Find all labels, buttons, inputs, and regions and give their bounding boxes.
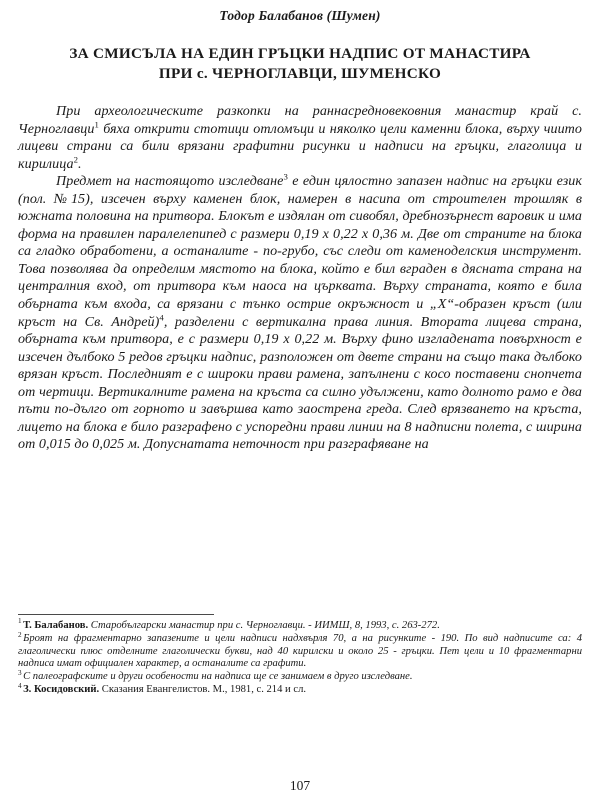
paragraph-2-part-1: Предмет на настоящото изследване — [56, 173, 284, 190]
paragraph-2-part-3: , разделени с вертикална права линия. Втората лицева страна, обърната към притвора, е с размери 0,19 х 0,22 м. Върху фино изгладената повърхност е изсечен дълбоко 5 редов гръцки надпис, разположен от двете страни на също така дълбоко врязан кръст. Последният е с широки прави рамена, запълнени с косо поставени снопчета от чертици. Вертикалните рамена на кръста са силно удължени, като долното рамо е два пъти по-дълго от горното и завършва като заострена греда. След врязването на кръста, лицето на блока е било разграфено с успоредни прави линии на 8 надписни полета, с ширина от 0,015 до 0,025 м. Допуснатата неточност при разграфяване на — [18, 313, 582, 453]
article-title-line-2: ПРИ с. ЧЕРНОГЛАВЦИ, ШУМЕНСКО — [158, 65, 442, 82]
footnote-item — [18, 617, 582, 633]
footnote-marker: 3 — [18, 668, 22, 677]
footnote-text: Старобългарски манастир при с. Черноглавци. - ИИМШ, 8, 1993, с. 263-272. — [88, 620, 440, 631]
paragraph-1 — [18, 103, 582, 173]
paragraph-2 — [18, 173, 582, 454]
footnote-marker: 2 — [18, 630, 22, 639]
article-title — [30, 44, 570, 84]
footnote-marker: 1 — [18, 617, 22, 626]
footnote-item — [18, 681, 582, 697]
footnote-separator-rule — [18, 614, 214, 615]
footnote-marker: 4 — [18, 681, 22, 690]
footnote-text: Броят на фрагментарно запазените и цели надписи надхвърля 70, а на рисунките - 190. По вид надписите са: 4 глаголически плюс отделните глаголически букви, над 40 кирилски и около 25 - гръцки. Пет цели и 10 фрагментарни надписа имат официален характер, а останалите са графити. — [18, 633, 582, 670]
paragraph-1-part-2: бяха открити стотици отломъци и няколко цели каменни блока, върху чиито лицеви страни са били врязани графитни рисунки и надписи на гръцки, глаголица и кирилица — [18, 120, 582, 172]
article-title-line-1: ЗА СМИСЪЛА НА ЕДИН ГРЪЦКИ НАДПИС ОТ МАНАСТИРА — [69, 45, 531, 62]
author-byline: Тодор Балабанов (Шумен) — [219, 8, 381, 23]
footnote-text: С палеографските и други особености на надписа ще се занимаем в друго изследване. — [23, 671, 413, 683]
paragraph-1-part-1: При археологическите разкопки на раннасредновековния манастир край с. Черноглавци — [18, 103, 582, 137]
paragraph-1-part-3: . — [78, 155, 82, 172]
footnote-list — [18, 617, 582, 697]
footnote-text: Сказания Евангелистов. М., 1981, с. 214 и сл. — [99, 684, 307, 696]
page-number: 107 — [289, 778, 311, 793]
footnote-author: Т. Балабанов. — [23, 620, 89, 631]
footnote-ref-1[interactable]: 1 — [94, 118, 99, 129]
paragraph-2-part-2: е един цялостно запазен надпис на гръцки език (пол. №15), изсечен върху каменен блок, намерен в насипа от строителен трошляк в южната половина на притвора. Блокът е издялан от сивобял, дребнозърнест варовик и има форма на правилен паралелепипед с размери 0,19 х 0,22 х 0,36 м. Две от страните на блока са гладко обработени, а останалите - по-грубо, със следи от каменоделския инструмент. Това позволява да определим мястото на блока, който е бил вграден в дясната страна на централния вход, от притвора към наоса на църквата. Върху страната, която е била обърната към входа, са врязани с тънко острие окръжност и „Х“-образен кръст (или кръст на Св. Андрей) — [18, 173, 582, 330]
footnotes-section — [18, 614, 582, 698]
footnote-item — [18, 630, 582, 671]
footnote-ref-2[interactable]: 2 — [73, 153, 79, 164]
body-text — [18, 103, 582, 454]
footnote-item — [18, 668, 582, 684]
footnote-author: З. Косидовский. — [23, 684, 100, 696]
footnote-ref-4[interactable]: 4 — [159, 311, 164, 322]
footnote-ref-3[interactable]: 3 — [283, 171, 288, 182]
